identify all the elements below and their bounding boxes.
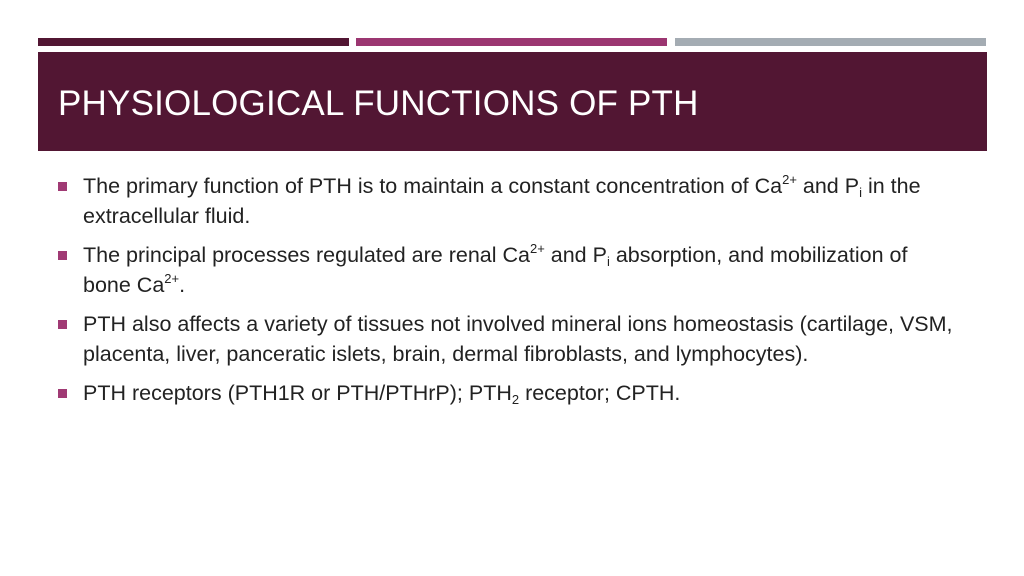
bullet-square-icon bbox=[58, 389, 67, 398]
text-run: absorption, and mobilization of bone Ca bbox=[83, 243, 908, 297]
title-band bbox=[38, 52, 987, 151]
bullet-square-icon bbox=[58, 320, 67, 329]
text-run: The principal processes regulated are renal Ca bbox=[83, 243, 530, 267]
subscript: 2 bbox=[511, 392, 520, 407]
text-run: and P bbox=[796, 174, 860, 198]
subscript: i bbox=[859, 185, 862, 200]
superscript: 2+ bbox=[529, 241, 545, 256]
bullet-item bbox=[58, 172, 958, 231]
superscript: 2+ bbox=[782, 172, 797, 187]
bullet-text bbox=[83, 243, 907, 297]
slide-title: PHYSIOLOGICAL FUNCTIONS OF PTH bbox=[58, 84, 699, 123]
superscript: 2+ bbox=[164, 270, 180, 286]
bullet-text bbox=[83, 174, 921, 228]
text-run: . bbox=[179, 272, 186, 297]
bullet-list bbox=[58, 172, 958, 419]
bullet-item bbox=[58, 310, 958, 369]
bullet-square-icon bbox=[58, 251, 67, 260]
bullet-text bbox=[83, 381, 680, 405]
text-run: The primary function of PTH is to maintain a constant concentration of Ca bbox=[83, 174, 783, 198]
bullet-item bbox=[58, 241, 958, 300]
text-run: PTH also affects a variety of tissues not involved mineral ions homeostasis (cartilage, VSM, placenta, liver, panceratic islets, brain, dermal fibroblasts, and lymphocytes). bbox=[83, 312, 953, 366]
accent-bar-secondary bbox=[356, 38, 667, 46]
bullet-text bbox=[83, 312, 953, 366]
accent-bar-tertiary bbox=[675, 38, 986, 46]
text-run: receptor; CPTH. bbox=[519, 381, 681, 405]
text-run: PTH receptors (PTH1R or PTH/PTHrP); PTH bbox=[83, 381, 512, 405]
text-run: and P bbox=[544, 243, 607, 267]
bullet-item bbox=[58, 379, 958, 409]
text-run: in the extracellular fluid. bbox=[83, 174, 921, 228]
subscript: i bbox=[606, 254, 610, 269]
bullet-square-icon bbox=[58, 182, 67, 191]
accent-bar-primary bbox=[38, 38, 349, 46]
